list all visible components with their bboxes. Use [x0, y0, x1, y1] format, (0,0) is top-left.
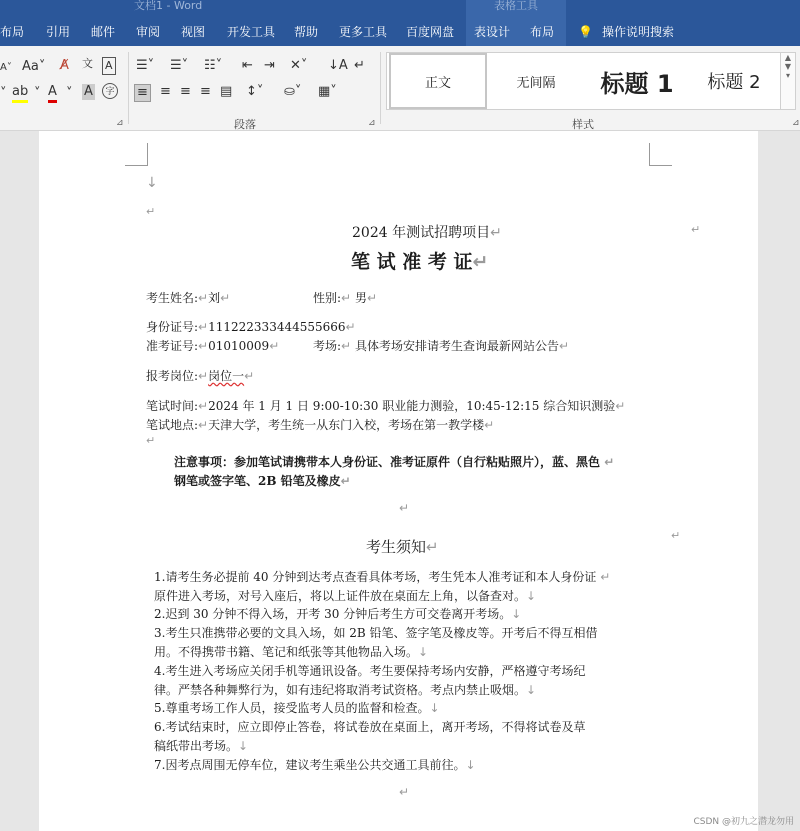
crop-mark [649, 143, 672, 166]
notice-line-2: 钢笔或签字笔、2B 铅笔及橡皮↵ [174, 474, 351, 488]
more-styles-icon[interactable]: ▾ [785, 71, 790, 80]
clear-format-icon[interactable]: A̸ [60, 58, 69, 73]
font-color-dropdown-icon[interactable]: ˅ [66, 86, 73, 101]
sort-icon[interactable]: ↓A [328, 58, 348, 73]
doc-heading-1: 2024 年测试招聘项目↵ [352, 225, 502, 241]
increase-indent-icon[interactable]: ⇥ [264, 58, 275, 73]
post-line: 报考岗位:↵岗位一↵ [146, 369, 255, 383]
ribbon-body [0, 46, 800, 131]
tab-help[interactable]: 帮助 [294, 25, 319, 39]
rules-line: 原件进入考场，对号入座后，将以上证件放在桌面左上角，以备查对。↓ [154, 589, 537, 603]
font-color-icon[interactable]: A [48, 84, 57, 103]
tab-review[interactable]: 审阅 [136, 25, 161, 39]
paragraph-group-label: 段落 [234, 118, 256, 131]
styles-group-label: 样式 [572, 118, 594, 131]
tab-developer[interactable]: 开发工具 [227, 25, 276, 39]
rules-line: 稿纸带出考场。↓ [154, 739, 249, 753]
style-no-spacing[interactable]: 无间隔 [516, 75, 556, 91]
align-right-icon[interactable]: ≡ [180, 84, 191, 99]
multilevel-list-icon[interactable]: ☷˅ [204, 58, 223, 73]
change-case-button[interactable]: Aa˅ [22, 59, 46, 74]
dropdown-icon[interactable]: ˅ [0, 86, 7, 101]
rules-line: 2.迟到 30 分钟不得入场，开考 30 分钟后考生方可交卷离开考场。↓ [154, 607, 522, 621]
tab-view[interactable]: 视图 [181, 25, 206, 39]
paragraph-mark: ↵ [399, 501, 410, 515]
ticket-line: 准考证号:↵01010009↵ [146, 339, 280, 353]
tab-table-layout[interactable]: 布局 [518, 14, 566, 46]
rules-line: 6.考试结束时，应立即停止答卷，将试卷放在桌面上，离开考场，不得将试卷及草 [154, 720, 586, 734]
id-line: 身份证号:↵111222333444555666↵ [146, 320, 356, 334]
crop-mark [125, 143, 148, 166]
watermark: CSDN @初九之潜龙勿用 [693, 817, 794, 827]
paragraph-mark: ↵ [399, 785, 410, 799]
window-title: 文档1 - Word [134, 0, 203, 12]
gender-line: 性别:↵ 男↵ [313, 291, 378, 305]
paragraph-mark: ↵ [691, 223, 701, 236]
venue-line: 考场:↵ 具体考场安排请考生查询最新网站公告↵ [313, 339, 570, 353]
rules-line: 用。不得携带书籍、笔记和纸张等其他物品入场。↓ [154, 645, 429, 659]
notice-line-1: 注意事项：参加笔试请携带本人身份证、准考证原件（自行粘贴照片），蓝、黑色 ↵ [174, 455, 615, 469]
tab-baidu-pan[interactable]: 百度网盘 [406, 25, 455, 39]
styles-dialog-launcher-icon[interactable]: ⊿ [792, 118, 800, 128]
char-shading-icon[interactable]: A [84, 84, 93, 99]
paragraph-mark: ↵ [671, 529, 681, 542]
rules-line: 律。严禁各种舞弊行为，如有违纪将取消考试资格。考点内禁止吸烟。↓ [154, 683, 537, 697]
rules-line: 7.因考点周围无停车位，建议考生乘坐公共交通工具前往。↓ [154, 758, 476, 772]
name-value: 刘 [208, 291, 221, 305]
rules-title: 考生须知↵ [366, 538, 439, 556]
line-break-mark: ↓ [146, 175, 158, 191]
justify-icon[interactable]: ≡ [200, 84, 211, 99]
ribbon-tabs [0, 14, 800, 46]
show-marks-icon[interactable]: ↵ [354, 58, 365, 73]
divider [128, 52, 129, 124]
tell-me-search[interactable]: 操作说明搜索 [602, 25, 675, 39]
context-tab-label: 表格工具 [494, 0, 538, 12]
shading-icon[interactable]: ⛀˅ [284, 84, 302, 99]
title-bar [0, 0, 800, 14]
time-line: 笔试时间:↵2024 年 1 月 1 日 9:00-10:30 职业能力测验，10:45-12:15 综合知识测验↵ [146, 399, 626, 413]
rules-line: 3.考生只准携带必要的文具入场，如 2B 铅笔、签字笔及橡皮等。开考后不得互相借 [154, 626, 598, 640]
line-spacing-icon[interactable]: ↕˅ [246, 84, 264, 99]
name-line: 考生姓名:↵刘↵ [146, 291, 231, 305]
lightbulb-icon: 💡 [578, 25, 593, 39]
enclose-char-icon[interactable]: 字 [102, 83, 118, 99]
bullets-icon[interactable]: ☰˅ [136, 58, 155, 73]
paragraph-dialog-launcher-icon[interactable]: ⊿ [368, 118, 376, 128]
style-heading-1[interactable]: 标题 1 [600, 69, 674, 98]
tab-references[interactable]: 引用 [46, 25, 71, 39]
rules-line: 4.考生进入考场应关闭手机等通讯设备。考生要保持考场内安静，严格遵守考场纪 [154, 664, 586, 678]
rules-line: 5.尊重考场工作人员，接受监考人员的监督和检查。↓ [154, 701, 440, 715]
document-page[interactable] [39, 131, 758, 831]
highlight-color-icon[interactable]: ab [12, 84, 28, 103]
borders-icon[interactable]: ▦˅ [318, 84, 337, 99]
scroll-up-icon[interactable]: ▲ [784, 53, 792, 62]
style-heading-2[interactable]: 标题 2 [707, 72, 761, 93]
tab-layout[interactable]: 布局 [0, 25, 25, 39]
doc-heading-2: 笔 试 准 考 证↵ [351, 251, 489, 273]
scroll-down-icon[interactable]: ▼ [784, 62, 792, 71]
paragraph-mark: ↵ [146, 434, 156, 447]
numbering-icon[interactable]: ☰˅ [170, 58, 189, 73]
font-dialog-launcher-icon[interactable]: ⊿ [116, 118, 124, 128]
style-normal[interactable]: 正文 [389, 53, 487, 109]
shrink-font-icon[interactable]: A˅ [0, 62, 12, 73]
styles-scroll[interactable] [780, 52, 796, 110]
char-border-icon[interactable]: A [102, 57, 116, 75]
decrease-indent-icon[interactable]: ⇤ [242, 58, 253, 73]
phonetic-guide-icon[interactable]: 文 [82, 57, 93, 70]
paragraph-mark: ↵ [146, 205, 156, 218]
tab-mailings[interactable]: 邮件 [91, 25, 116, 39]
place-line: 笔试地点:↵天津大学，考生统一从东门入校，考场在第一教学楼↵ [146, 418, 495, 432]
rules-line: 1.请考生务必提前 40 分钟到达考点查看具体考场，考生凭本人准考证和本人身份证 ↵ [154, 570, 611, 584]
align-left-icon[interactable]: ≡ [134, 84, 151, 102]
align-center-icon[interactable]: ≡ [160, 84, 171, 99]
highlight-dropdown-icon[interactable]: ˅ [34, 86, 41, 101]
distribute-icon[interactable]: ▤ [220, 84, 233, 99]
divider [380, 52, 381, 124]
tab-more-tools[interactable]: 更多工具 [339, 25, 388, 39]
styles-gallery [386, 52, 782, 110]
chinese-layout-icon[interactable]: ✕˅ [290, 58, 308, 73]
tab-table-design[interactable]: 表设计 [466, 14, 518, 46]
